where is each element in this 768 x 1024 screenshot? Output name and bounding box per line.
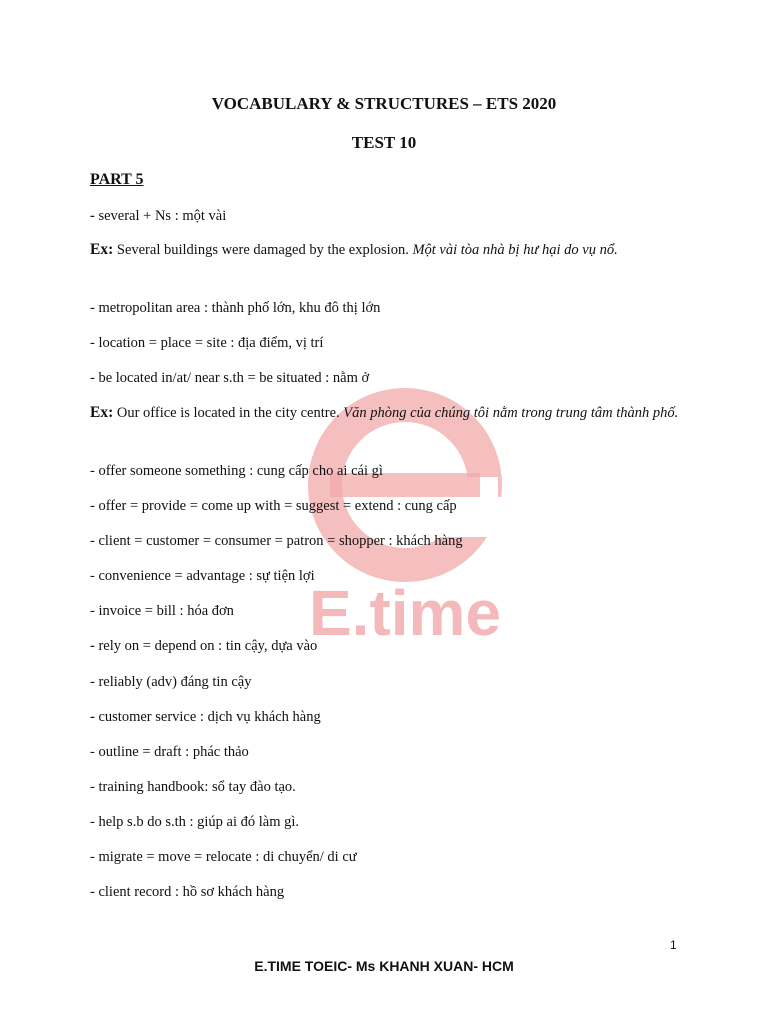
vocab-entry: - client record : hồ sơ khách hàng [90, 884, 285, 900]
vocab-entry: - metropolitan area : thành phố lớn, khu đô thị lớn [90, 300, 381, 316]
vocab-entry: - several + Ns : một vài [90, 208, 227, 224]
document-title: VOCABULARY & STRUCTURES – ETS 2020 [211, 94, 557, 113]
vocab-entry: - be located in/at/ near s.th = be situated : nằm ở [90, 370, 370, 386]
part-heading: PART 5 [90, 171, 144, 188]
example-entry: Ex: Several buildings were damaged by the explosion. Một vài tòa nhà bị hư hại do vụ nổ. [90, 241, 618, 258]
example-entry: Ex: Our office is located in the city centre. Văn phòng của chúng tôi nằm trong trung tâm thành phố. [90, 404, 679, 421]
vocab-entry: - client = customer = consumer = patron = shopper : khách hàng [90, 533, 463, 549]
vocab-entry: - location = place = site : địa điểm, vị trí [90, 335, 324, 351]
vocab-entry: - offer someone something : cung cấp cho ai cái gì [90, 463, 383, 479]
vocab-entry: - rely on = depend on : tin cậy, dựa vào [90, 638, 318, 654]
vocab-entry: - convenience = advantage : sự tiện lợi [90, 568, 315, 584]
vocab-entry: - migrate = move = relocate : di chuyển/ di cư [90, 849, 357, 865]
vocab-entry: - invoice = bill : hóa đơn [90, 603, 234, 619]
vocab-entry: - help s.b do s.th : giúp ai đó làm gì. [90, 814, 300, 830]
page-footer: E.TIME TOEIC- Ms KHANH XUAN- HCM [254, 958, 514, 974]
test-heading: TEST 10 [351, 133, 417, 152]
vocab-entry: - reliably (adv) đáng tin cậy [90, 674, 252, 690]
watermark-text: E.time [308, 577, 502, 645]
page-number: 1 [670, 938, 677, 952]
vocab-entry: - customer service : dịch vụ khách hàng [90, 709, 321, 725]
vocab-entry: - training handbook: sổ tay đào tạo. [90, 779, 296, 795]
vocab-entry: - offer = provide = come up with = suggest = extend : cung cấp [90, 498, 457, 514]
vocab-entry: - outline = draft : phác thảo [90, 744, 249, 760]
